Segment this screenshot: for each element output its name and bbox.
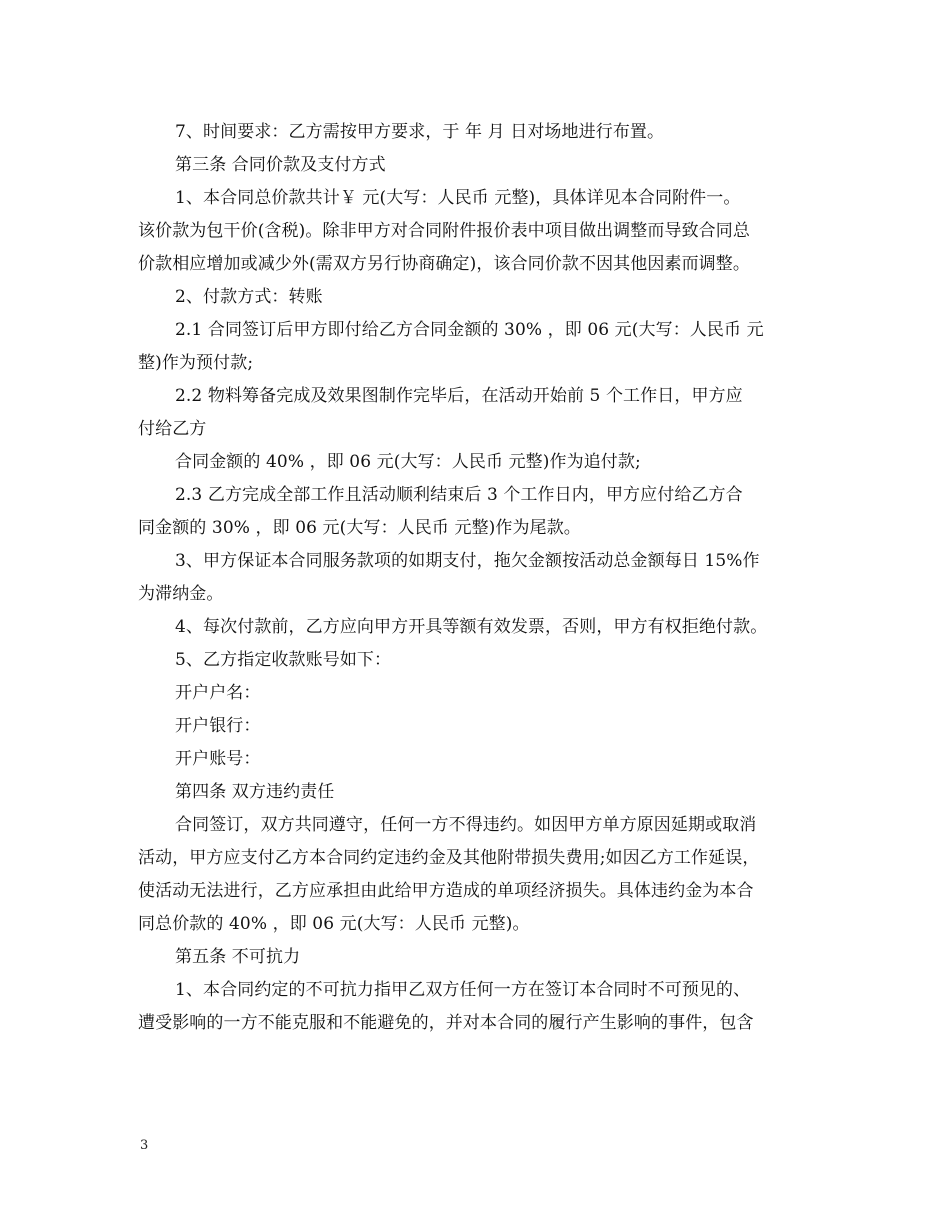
page-number: 3	[140, 1138, 149, 1153]
text-line: 整)作为预付款;	[138, 353, 254, 373]
contract-body	[138, 116, 818, 1040]
text-line: 同总价款的 40% ，即 06 元(大写：人民币 元整)。	[138, 914, 530, 934]
text-line: 2.2 物料筹备完成及效果图制作完毕后，在活动开始前 5 个工作日，甲方应	[175, 386, 743, 406]
text-line: 付给乙方	[138, 419, 207, 439]
text-line: 开户银行：	[175, 716, 261, 736]
text-line: 3、甲方保证本合同服务款项的如期支付，拖欠金额按活动总金额每日 15%作	[175, 551, 760, 571]
text-line: 第四条 双方违约责任	[175, 782, 335, 802]
text-line: 为滞纳金。	[138, 584, 224, 604]
text-line: 开户账号：	[175, 749, 261, 769]
text-line: 同金额的 30% ，即 06 元(大写：人民币 元整)作为尾款。	[138, 518, 581, 538]
text-line: 开户户名：	[175, 683, 261, 703]
text-line: 合同金额的 40% ，即 06 元(大写：人民币 元整)作为追付款;	[175, 452, 641, 472]
text-line: 2.3 乙方完成全部工作且活动顺利结束后 3 个工作日内，甲方应付给乙方合	[175, 485, 743, 505]
text-line: 2.1 合同签订后甲方即付给乙方合同金额的 30% ，即 06 元(大写：人民币 元	[175, 320, 764, 340]
text-line: 1、本合同约定的不可抗力指甲乙双方任何一方在签订本合同时不可预见的、	[175, 980, 751, 1000]
text-line: 活动，甲方应支付乙方本合同约定违约金及其他附带损失费用;如因乙方工作延误，	[138, 848, 760, 868]
text-line: 4、每次付款前，乙方应向甲方开具等额有效发票，否则，甲方有权拒绝付款。	[175, 617, 768, 637]
text-line: 7、时间要求：乙方需按甲方要求，于 年 月 日对场地进行布置。	[175, 122, 665, 142]
text-line: 2、付款方式：转账	[175, 287, 323, 307]
text-line: 价款相应增加或减少外(需双方另行协商确定)，该合同价款不因其他因素而调整。	[138, 254, 750, 274]
text-line: 使活动无法进行，乙方应承担由此给甲方造成的单项经济损失。具体违约金为本合	[138, 881, 754, 901]
text-line: 1、本合同总价款共计￥ 元(大写：人民币 元整)，具体详见本合同附件一。	[175, 188, 741, 208]
text-line: 第五条 不可抗力	[175, 947, 301, 967]
text-line: 遭受影响的一方不能克服和不能避免的，并对本合同的履行产生影响的事件，包含	[138, 1013, 754, 1033]
text-line: 5、乙方指定收款账号如下：	[175, 650, 392, 670]
text-line: 该价款为包干价(含税)。除非甲方对合同附件报价表中项目做出调整而导致合同总	[138, 221, 750, 241]
text-line: 合同签订，双方共同遵守，任何一方不得违约。如因甲方单方原因延期或取消	[175, 815, 757, 835]
text-line: 第三条 合同价款及支付方式	[175, 155, 386, 175]
